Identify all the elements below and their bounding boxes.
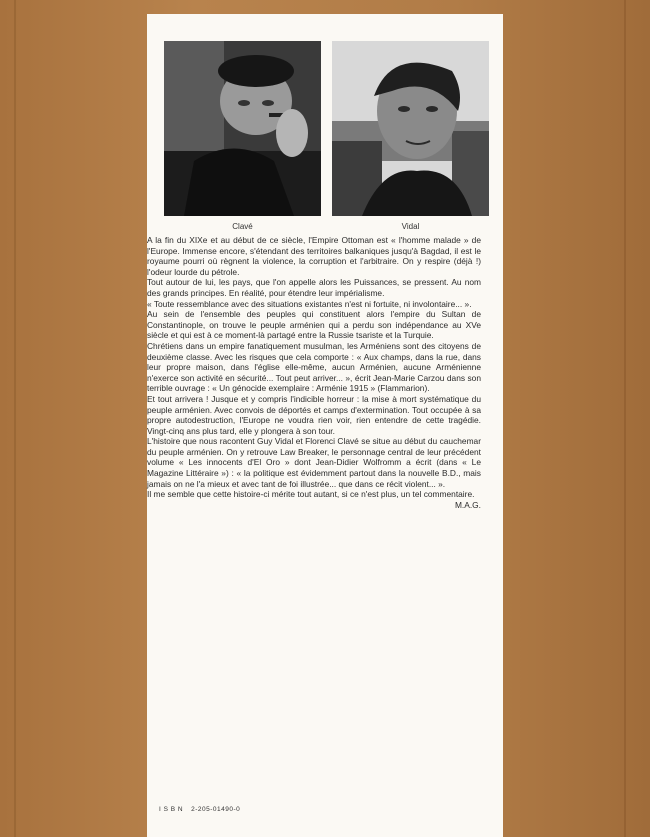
paragraph: Au sein de l'ensemble des peuples qui constituent alors l'empire du Sultan de Constantinople, on trouve le peuple arménien qui a perdu son indépendance au XVe siècle et qui est à ce moment-là partagé entre la Russie tsariste et la Turquie. (147, 309, 481, 341)
portrait-vidal-image (332, 41, 489, 216)
paragraph: Et tout arrivera ! Jusque et y compris l'indicible horreur : la mise à mort systématique du peuple arménien. Avec convois de déportés et camps d'extermination. Tout occupée à sa propre autodestruction, l'Europe ne voudra rien voir, rien entendre de cette tragédie. Vingt-cinq ans plus tard, elle y plongera à son tour. (147, 393, 481, 436)
portrait-clave-image (164, 41, 321, 216)
paragraph: A la fin du XIXe et au début de ce siècle, l'Empire Ottoman est « l'homme malade » de l'Europe. Immense encore, s'étendant des territoires balkaniques jusqu'à Bagdad, il est le royaume pourri où règnent la violence, la corruption et l'arbitraire. On y respire (déjà !) l'odeur lourde du pétrole. (147, 235, 481, 277)
paragraph: Tout autour de lui, les pays, que l'on appelle alors les Puissances, se pressent. Au nom des grands principes. En réalité, pour étendre leur impérialisme. (147, 277, 481, 298)
isbn-label: I S B N (159, 806, 184, 813)
signature: M.A.G. (454, 499, 481, 510)
paragraph: « Toute ressemblance avec des situations existantes n'est ni fortuite, ni involontaire... ». (147, 298, 472, 309)
preface-text (147, 235, 481, 510)
caption-vidal: Vidal (401, 222, 420, 231)
photo-clave (164, 41, 321, 216)
paragraph: L'histoire que nous racontent Guy Vidal et Florenci Clavé se situe au début du cauchemar du peuple arménien. On y retrouve Law Breaker, le personnage central de leur précédent volume « Les innocents d'El Oro » dont Jean-Didier Wolfromm a écrit (dans « Le Magazine Littéraire ») : « la politique est évidemment partout dans la nouvelle B.D., mais jamais on ne l'a mieux et avec tant de foi illustrée... que dans ce récit violent... ». (147, 436, 481, 489)
isbn (159, 806, 248, 813)
text-panel (147, 14, 503, 837)
photo-vidal (332, 41, 489, 216)
isbn-number: 2-205-01490-0 (191, 806, 241, 813)
left-border-line (14, 0, 16, 837)
caption-clave: Clavé (232, 222, 253, 231)
paragraph: Chrétiens dans un empire fanatiquement musulman, les Arméniens sont des citoyens de deuxième classe. Avec les risques que cela comporte : « Aux champs, dans la rue, dans leur propre maison, dans l'église elle-même, aucun Arménien, aucune Arménienne n'exerce son activité en sécurité... Tout peut arriver... », écrit Jean-Marie Carzou dans son terrible ouvrage : « Un génocide exemplaire : Arménie 1915 » (Flammarion). (147, 340, 481, 394)
right-border-line (624, 0, 626, 837)
paragraph: Il me semble que cette histoire-ci mérite tout autant, si ce n'est plus, un tel commentaire. (147, 489, 475, 500)
